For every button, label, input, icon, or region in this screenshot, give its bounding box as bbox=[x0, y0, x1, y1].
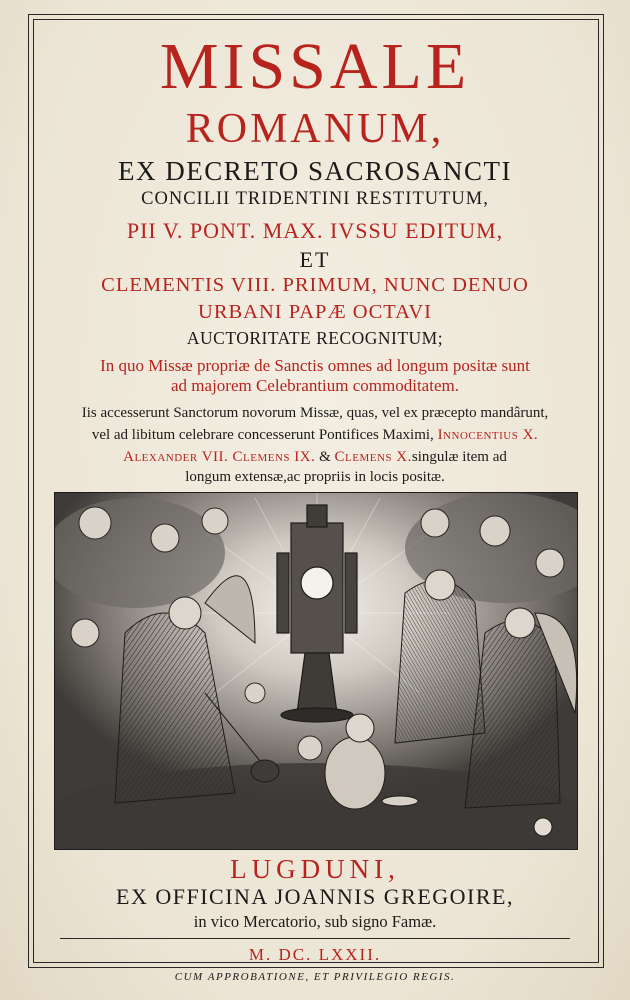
imprint-year: M. DC. LXXII. bbox=[248, 945, 382, 964]
title-missale: MISSALE bbox=[159, 30, 471, 103]
line-auctoritate: AUCTORITATE RECOGNITUM; bbox=[186, 328, 444, 348]
line-pii: PII V. PONT. MAX. IVSSU EDITUM, bbox=[126, 218, 504, 243]
title-romanum: ROMANUM, bbox=[185, 106, 445, 152]
line-urbani: URBANI PAPÆ OCTAVI bbox=[198, 301, 432, 323]
rule-below-year bbox=[60, 967, 570, 968]
line-decreto: EX DECRETO SACROSANCTI bbox=[117, 156, 513, 186]
imprint-privilege: CUM APPROBATIONE, ET PRIVILEGIO REGIS. bbox=[174, 971, 456, 983]
line-concilii: CONCILII TRIDENTINI RESTITUTUM, bbox=[141, 189, 489, 209]
line-iis-2 bbox=[36, 428, 594, 443]
alexander-clemens: Alexander VII. Clemens IX. bbox=[123, 449, 316, 465]
engraving-illustration bbox=[54, 492, 578, 850]
line-clementis: CLEMENTIS VIII. PRIMUM, NUNC DENUO bbox=[101, 274, 529, 296]
line-iis-1: Iis accesserunt Sanctorum novorum Missæ, quas, vel ex præcepto mandârunt, bbox=[81, 405, 549, 421]
line-et: ET bbox=[299, 247, 331, 272]
imprint-officina: EX OFFICINA JOANNIS GREGOIRE, bbox=[116, 884, 514, 909]
ampersand: & bbox=[319, 449, 331, 465]
line-iis-2a: vel ad libitum celebrare concesserunt Pontifices Maximi, bbox=[91, 427, 434, 443]
singulae: singulæ item ad bbox=[411, 449, 507, 465]
rule-above-year bbox=[60, 938, 570, 939]
line-missae-1: In quo Missæ propriæ de Sanctis omnes ad longum positæ sunt bbox=[100, 356, 530, 375]
clemens-x: Clemens X. bbox=[334, 449, 412, 465]
line-iis-3 bbox=[36, 450, 594, 465]
line-missae-2: ad majorem Celebrantium commoditatem. bbox=[171, 376, 459, 395]
engraver-mark bbox=[534, 818, 552, 836]
imprint-city: LUGDUNI, bbox=[230, 854, 400, 884]
imprint-address: in vico Mercatorio, sub signo Famæ. bbox=[193, 912, 437, 931]
line-iis-4: longum extensæ,ac propriis in locis positæ. bbox=[185, 469, 445, 485]
innocentius: Innocentius X. bbox=[437, 427, 539, 443]
